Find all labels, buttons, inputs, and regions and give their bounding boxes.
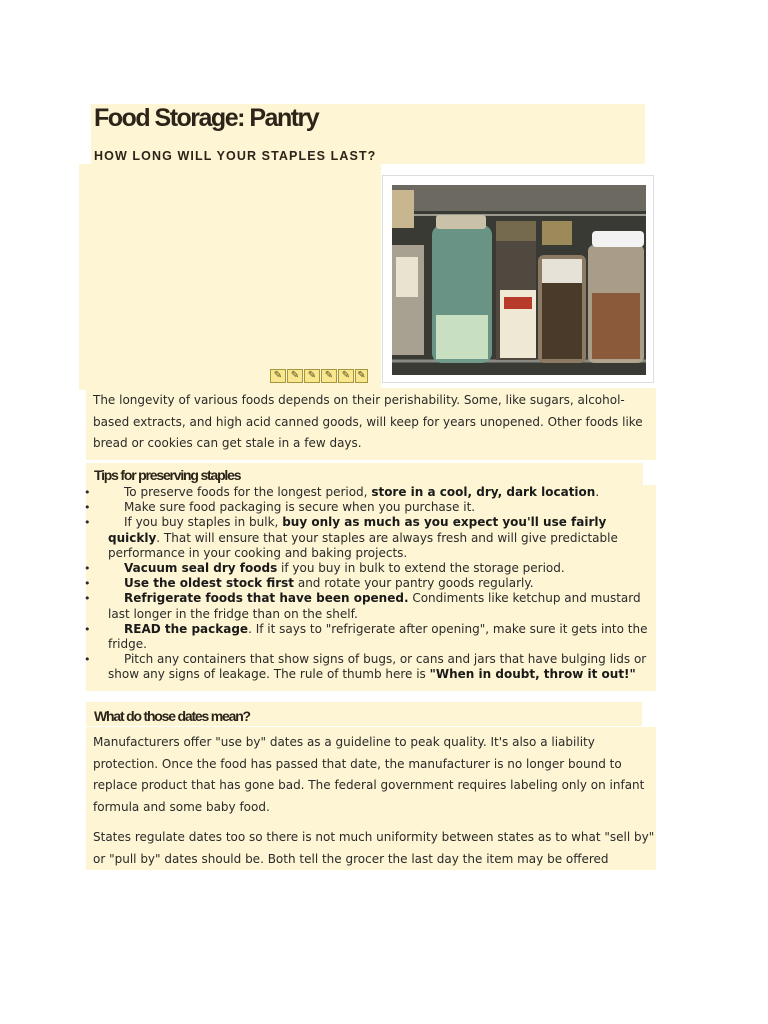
list-item: • To preserve foods for the longest period, store in a cool, dry, dark location. xyxy=(84,485,600,499)
list-item: • Vacuum seal dry foods if you buy in bulk to extend the storage period. xyxy=(84,561,565,576)
bullet-icon: • xyxy=(84,653,91,667)
intro-paragraph: The longevity of various foods depends on their perishability. Some, like sugars, alcohol-based extracts, and high acid canned goods, will keep for years unopened. Other foods like bread or cookies can get stale in a few days. xyxy=(93,393,643,450)
dates-paragraph-1: Manufacturers offer "use by" dates as a guideline to peak quality. It's also a liability protection. Once the food has passed that date, the manufacturer is no longer bound to replace product that has gone bad. The federal government requires labeling only on infant formula and some baby food. xyxy=(93,735,645,814)
rating-diamond-icon: ✎ xyxy=(304,369,320,383)
list-item: • Make sure food packaging is secure when you purchase it. xyxy=(84,500,476,515)
tips-list xyxy=(84,485,654,683)
list-item: • Use the oldest stock first and rotate your pantry goods regularly. xyxy=(84,576,534,591)
bullet-icon: • xyxy=(84,501,91,515)
image-block-band xyxy=(79,164,381,390)
rating-diamond-icon: ✎ xyxy=(287,369,303,383)
bullet-icon: • xyxy=(84,577,91,591)
bullet-icon: • xyxy=(84,622,91,636)
rating-strip xyxy=(270,369,368,383)
dates-paragraph-2: States regulate dates too so there is not much uniformity between states as to what "sell by" or "pull by" dates should be. Both tell the grocer the last day the item may be offered xyxy=(93,830,655,866)
pantry-photo[interactable] xyxy=(382,175,654,383)
bullet-icon: • xyxy=(84,592,91,606)
list-item: • Refrigerate foods that have been opened. Condiments like ketchup and mustard last longer in the fridge than on the shelf. xyxy=(84,591,641,621)
page-subtitle: HOW LONG WILL YOUR STAPLES LAST? xyxy=(94,149,377,163)
tips-heading: Tips for preserving staples xyxy=(94,467,241,483)
dates-heading: What do those dates mean? xyxy=(94,708,250,724)
bullet-icon: • xyxy=(84,516,91,530)
page-title: Food Storage: Pantry xyxy=(94,104,319,132)
list-item: • READ the package. If it says to "refrigerate after opening", make sure it gets into the fridge. xyxy=(84,621,648,652)
list-item: • If you buy staples in bulk, buy only as much as you expect you'll use fairly quickly. That will ensure that your staples are always fresh and will give predictable performance in your cooking and baking projects. xyxy=(84,515,618,560)
rating-diamond-icon: ✎ xyxy=(338,369,354,383)
rating-diamond-icon: ✎ xyxy=(355,369,368,383)
rating-diamond-icon: ✎ xyxy=(270,369,286,383)
bullet-icon: • xyxy=(84,486,91,499)
list-item: • Pitch any containers that show signs of bugs, or cans and jars that have bulging lids or show any signs of leakage. The rule of thumb here is "When in doubt, throw it out!" xyxy=(84,652,647,682)
rating-diamond-icon: ✎ xyxy=(321,369,337,383)
pantry-photo-illustration xyxy=(392,185,646,375)
bullet-icon: • xyxy=(84,562,91,576)
